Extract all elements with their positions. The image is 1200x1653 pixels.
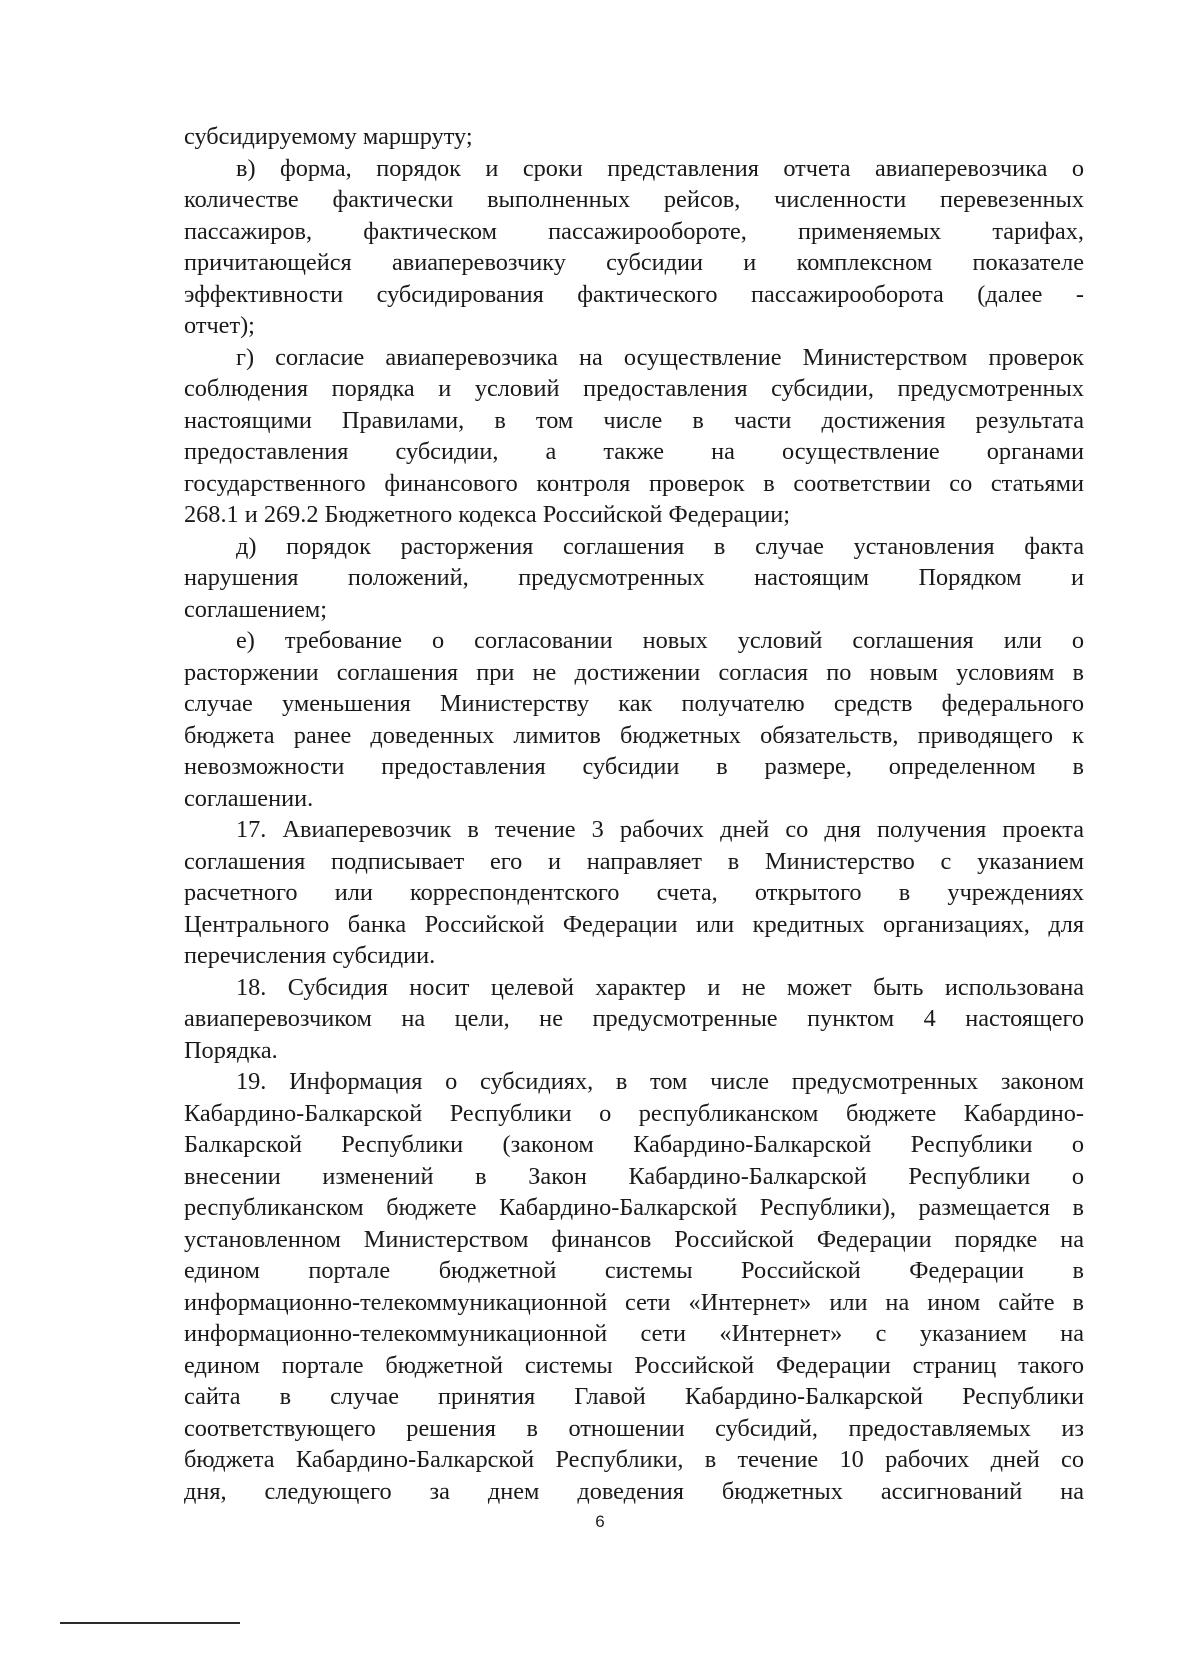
text-line: соответствующего решения в отношении субсидий, предоставляемых из [184, 1414, 1084, 1442]
text-line: причитающейся авиаперевозчику субсидии и комплексном показателе [184, 249, 1084, 276]
text-line: соблюдения порядка и условий предоставления субсидии, предусмотренных [184, 375, 1084, 402]
text-line: бюджета Кабардино-Балкарской Республики, в течение 10 рабочих дней со [184, 1446, 1084, 1473]
text-line: 18. Субсидия носит целевой характер и не может быть использована [236, 973, 1084, 1001]
text-line: нарушения положений, предусмотренных настоящим Порядком и [184, 564, 1084, 591]
text-line: 17. Авиаперевозчик в течение 3 рабочих дней со дня получения проекта [236, 816, 1084, 843]
text-line: пассажиров, фактическом пассажирообороте, применяемых тарифах, [184, 217, 1084, 245]
text-line: д) порядок расторжения соглашения в случае установления факта [236, 532, 1084, 560]
text-line: случае уменьшения Министерству как получателю средств федерального [184, 690, 1084, 717]
text-line: Балкарской Республики (законом Кабардино-Балкарской Республики о [184, 1131, 1084, 1158]
text-line: г) согласие авиаперевозчика на осуществление Министерством проверок [236, 343, 1084, 371]
text-line: расчетного или корреспондентского счета, открытого в учреждениях [184, 879, 1084, 906]
text-line: республиканском бюджете Кабардино-Балкарской Республики), размещается в [184, 1194, 1084, 1221]
text-line: внесении изменений в Закон Кабардино-Балкарской Республики о [184, 1162, 1084, 1190]
text-line: информационно-телекоммуникационной сети «Интернет» или на ином сайте в [184, 1288, 1084, 1316]
text-line: установленном Министерством финансов Российской Федерации порядке на [184, 1225, 1084, 1253]
footer-divider [60, 1622, 240, 1624]
text-line: в) форма, порядок и сроки представления отчета авиаперевозчика о [236, 154, 1084, 182]
text-line: авиаперевозчиком на цели, не предусмотренные пунктом 4 настоящего [184, 1005, 1084, 1032]
text-line: настоящими Правилами, в том числе в части достижения результата [184, 406, 1084, 434]
text-line: Центрального банка Российской Федерации или кредитных организациях, для [184, 910, 1084, 938]
text-line: Порядка. [184, 1036, 278, 1064]
text-line: расторжении соглашения при не достижении согласия по новым условиям в [184, 658, 1084, 686]
text-line: 268.1 и 269.2 Бюджетного кодекса Российской Федерации; [184, 501, 791, 528]
text-line: едином портале бюджетной системы Российской Федерации в [184, 1257, 1084, 1284]
text-line: отчет); [184, 312, 255, 339]
text-line: соглашением; [184, 595, 327, 623]
document-body [184, 121, 1084, 1507]
text-line: субсидируемому маршруту; [184, 123, 473, 150]
text-line: соглашения подписывает его и направляет в Министерство с указанием [184, 847, 1084, 875]
text-line: соглашении. [184, 784, 314, 812]
text-line: бюджета ранее доведенных лимитов бюджетных обязательств, приводящего к [184, 721, 1084, 749]
text-line: 19. Информация о субсидиях, в том числе предусмотренных законом [236, 1068, 1084, 1095]
text-line: количестве фактически выполненных рейсов, численности перевезенных [184, 186, 1084, 213]
text-line: Кабардино-Балкарской Республики о республиканском бюджете Кабардино- [184, 1099, 1084, 1127]
text-line: информационно-телекоммуникационной сети «Интернет» с указанием на [184, 1320, 1084, 1347]
text-line: сайта в случае принятия Главой Кабардино-Балкарской Республики [184, 1383, 1084, 1410]
text-line: дня, следующего за днем доведения бюджетных ассигнований на [184, 1477, 1084, 1505]
text-line: едином портале бюджетной системы Российской Федерации страниц такого [184, 1351, 1084, 1379]
text-line: невозможности предоставления субсидии в размере, определенном в [184, 753, 1084, 780]
text-line: государственного финансового контроля проверок в соответствии со статьями [184, 469, 1084, 497]
text-line: предоставления субсидии, а также на осуществление органами [184, 438, 1084, 465]
page-number: 6 [595, 1512, 605, 1531]
text-line: эффективности субсидирования фактического пассажирооборота (далее - [184, 280, 1084, 308]
text-line: е) требование о согласовании новых условий соглашения или о [236, 627, 1084, 654]
text-line: перечисления субсидии. [184, 942, 436, 969]
